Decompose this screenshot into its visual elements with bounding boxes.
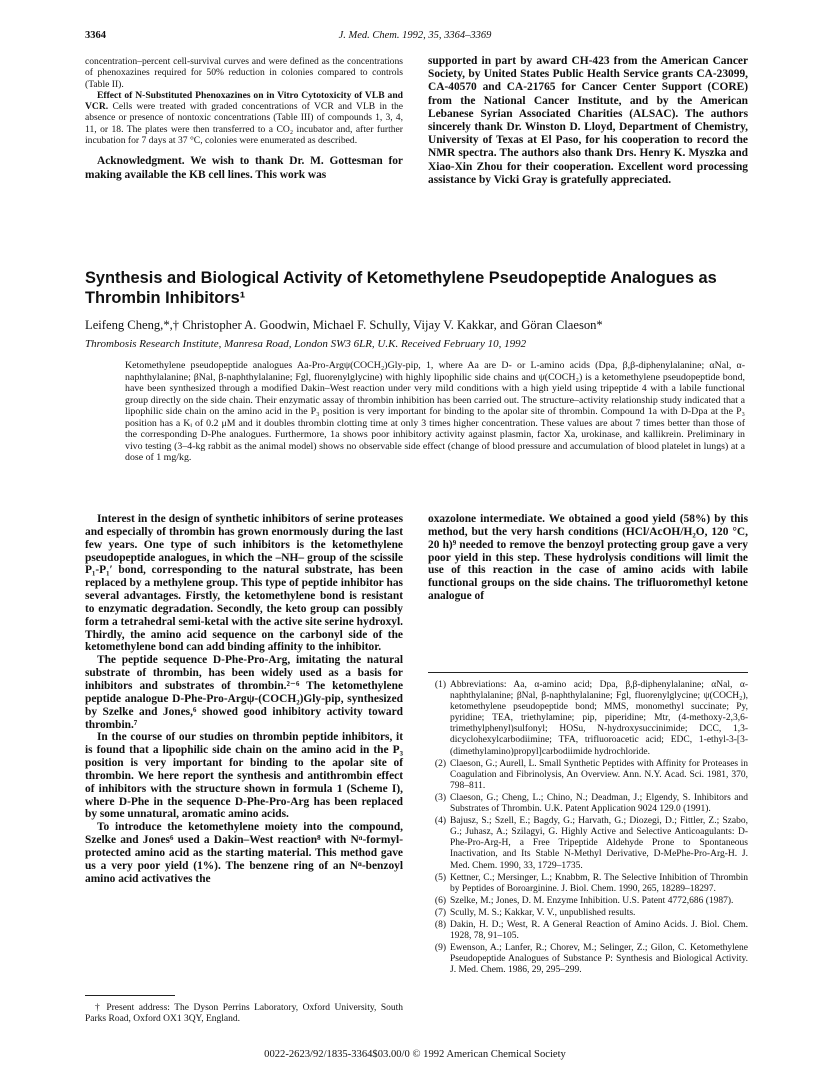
reference-item (428, 873, 748, 895)
reference-number: (4) (434, 816, 446, 827)
body-paragraph-continued: oxazolone intermediate. We obtained a good yield (58%) by this method, but the very harsh conditions (HCl/AcOH/H₂O, 120 °C, 20 h)⁹ needed to remove the benzoyl protecting group gave a very poor yield in this step. These hydrolysis conditions will limit the use of this reaction in the case of amino acids with labile functional groups on the side chains. The trifluoromethyl ketone analogue of (428, 513, 748, 603)
reference-item (428, 908, 748, 919)
acknowledgment-heading: Acknowledgment. (97, 155, 185, 168)
methods-text: Cells were treated with graded concentrations of VCR and VLB in the absence or presence of nontoxic concentrations (Table III) of compounds 1, 3, 4, 11, or 18. The plates were then transferred to a CO₂ incubator and, after further incubation for 7 days at 37 °C, colonies were enumerated as described. (85, 101, 403, 147)
methods-paragraph: concentration–percent cell-survival curves and were defined as the concentrations of phenoxazines required for 50% reduction in colonies compared to controls (Table II). (85, 56, 403, 90)
author-footnote: † Present address: The Dyson Perrins Laboratory, Oxford University, South Parks Road, Oxford OX1 3QY, England. (85, 1003, 403, 1025)
reference-number: (5) (434, 872, 446, 883)
affiliation: Thrombosis Research Institute, Manresa Road, London SW3 6LR, U.K. Received February 10, 1992 (85, 338, 527, 350)
reference-text: Scully, M. S.; Kakkar, V. V., unpublished results. (450, 907, 636, 918)
acknowledgment-continued: supported in part by award CH-423 from the American Cancer Society, by United States Public Health Service grants CA-23099, CA-40570 and CA-21765 for Cancer Center Support (CORE) from the National Cancer Institute, and by the American Lebanese Syrian Associated Charities (ALSAC). The authors sincerely thank Dr. Winston D. Lloyd, Department of Chemistry, University of Texas at El Paso, for his cooperation to record the NMR spectra. The authors also thank Drs. Henry K. Myszka and Xiao-Xin Zhou for their cooperation. Excellent word processing assistance by Vicki Gray is gratefully appreciated. (428, 55, 748, 186)
reference-text: Kettner, C.; Mersinger, L.; Knabbm, R. The Selective Inhibition of Thrombin by Peptides of Boroarginine. J. Biol. Chem. 1990, 265, 18289–18297. (450, 872, 748, 894)
acknowledgment-text: We wish to thank Dr. M. Gottesman for making available the KB cell lines. This work was (85, 155, 403, 181)
reference-number: (6) (434, 895, 446, 906)
reference-text: Claeson, G.; Cheng, L.; Chino, N.; Deadman, J.; Elgendy, S. Inhibitors and Substrates of Thrombin. U.K. Patent Application 9024 129.0 (1991). (450, 792, 748, 815)
reference-item (428, 793, 748, 815)
reference-number: (1) (434, 680, 446, 690)
acknowledgment (85, 155, 403, 181)
reference-item (428, 943, 748, 976)
reference-item (428, 920, 748, 942)
reference-list (428, 680, 748, 977)
reference-text: Abbreviations: Aa, α-amino acid; Dpa, β,β-diphenylalanine; αNal, α-naphthylalanine; βNal, β-naphthylalanine; Fgl, fluorenylglycine; ψ(COCH₂), ketomethylene pseudopeptide bond; MMS, monomethyl succinate; Py, pyridine; TEA, triethylamine; pip, piperidine; Mtr, (4-methoxy-2,3,6-trimethylphenyl)sulfonyl; HOSu, N-hydroxysuccinimide; DCC, 1,3-dicyclohexylcarbodiimine; TFA, trifluoroacetic acid; EDC, 1-ethyl-3-[3-(dimethylamino)propyl]carbodiimide hydrochloride. (450, 680, 748, 757)
previous-article-left-column (85, 56, 403, 182)
author-list: Leifeng Cheng,*,† Christopher A. Goodwin, Michael F. Schully, Vijay V. Kakkar, and Göran Claeson* (85, 318, 603, 332)
reference-item (428, 759, 748, 792)
reference-number: (2) (434, 758, 446, 769)
reference-text: Ewenson, A.; Lanfer, R.; Chorev, M.; Selinger, Z.; Gilon, C. Ketomethylene Pseudopeptide Analogues of Substance P: Synthesis and Biological Activity. J. Med. Chem. 1986, 29, 295–299. (450, 943, 748, 976)
body-right-column (428, 513, 748, 603)
abstract: Ketomethylene pseudopeptide analogues Aa-Pro-Argψ(COCH₂)Gly-pip, 1, where Aa are D- or L-amino acids (Dpa, β,β-diphenylalanine; αNal, α-naphthylalanine; βNal, β-naphthylalanine; Fgl, fluorenylglycine) with highly lipophilic side chains and ψ(COCH₂) is a ketomethylene pseudopeptide bond, have been synthesized through a modified Dakin–West reaction under very mild conditions with a high yield using tripeptide 4 with a labile functional group directly on the side chain. Their enzymatic assay of thrombin inhibition has been carried out. The structure–activity relationship study indicated that a lipophilic side chain on the amino acid in the P₃ position is very important for binding to the apolar site of thrombin. Compound 1a with D-Dpa at the P₃ position has a Kᵢ of 0.2 μM and it doubles thrombin clotting time at only 3 times higher concentration. These values are about 7 times better than those of the corresponding D-Phe analogues. Furthermore, 1a shows poor inhibitory activity against plasmin, factor Xa, urokinase, and kallikrein. Preliminary in vivo testing (3–4-kg rabbit as the animal model) shows no observable side effect (change of blood pressure and accumulation of blood platelet in lungs) at a dose of 1 mg/kg. (125, 360, 745, 463)
intro-paragraph-4: To introduce the ketomethylene moiety into the compound, Szelke and Jones⁶ used a Dakin–West reaction⁸ with Nᵅ-formyl-protected amino acid as the starting material. This method gave us a very poor yield (1%). The benzene ring of an Nᵅ-benzoyl amino acid activatives the (85, 821, 403, 885)
methods-paragraph-cytotoxicity (85, 90, 403, 146)
reference-text: Claeson, G.; Aurell, L. Small Synthetic Peptides with Affinity for Proteases in Coagulation and Fibrinolysis, An Overview. Ann. N.Y. Acad. Sci. 1981, 370, 798–811. (450, 758, 748, 791)
reference-text: Szelke, M.; Jones, D. M. Enzyme Inhibition. U.S. Patent 4772,686 (1987). (450, 895, 734, 906)
reference-number: (7) (434, 907, 446, 918)
reference-number: (9) (434, 943, 446, 954)
reference-number: (8) (434, 919, 446, 930)
reference-item (428, 896, 748, 907)
copyright-footer: 0022-2623/92/1835-3364$03.00/0 © 1992 American Chemical Society (264, 1049, 566, 1060)
intro-paragraph-1: Interest in the design of synthetic inhibitors of serine proteases and especially of thrombin has grown enormously during the last few years. One type of such inhibitors is the ketomethylene pseudopeptide analogues, in which the –NH– group of the scissile P₁-P₁′ bond, corresponding to the natural substrate, has been replaced by a methylene group. This type of peptide inhibitor has several advantages. Firstly, the ketomethylene bond is resistant to enzymatic degradation. Secondly, the keto group can possibly form a tetrahedral semi-ketal with the active site serine hydroxyl. Thirdly, the amino acid sequence on the carbonyl side of the ketomethylene bond can add binding affinity to the inhibitor. (85, 513, 403, 654)
body-left-column (85, 513, 403, 885)
references-rule (428, 672, 748, 673)
page-number: 3364 (85, 30, 106, 41)
footnote-rule (85, 995, 175, 996)
reference-text: Bajusz, S.; Szell, E.; Bagdy, G.; Harvath, G.; Diozegi, D.; Fittler, Z.; Szabo, G.; Juhasz, A.; Szilagyi, G. Highly Active and Selective Anticoagulants: D-Phe-Pro-Arg-H, a Free Tripeptide Aldehyde Prone to Spontaneous Inactivation, and Its Stable N-Methyl Derivative, D-MePhe-Pro-Arg-H. J. Med. Chem. 1990, 33, 1729–1735. (450, 816, 748, 871)
intro-paragraph-3: In the course of our studies on thrombin peptide inhibitors, it is found that a lipophilic side chain on the amino acid in the P₃ position is very important for binding to the apolar site of thrombin. We here report the synthesis and antithrombin effect of inhibitors with the structure shown in formula 1 (Scheme I), where D-Phe in the sequence D-Phe-Pro-Arg has been replaced by some unnatural, aromatic amino acids. (85, 731, 403, 821)
article-title: Synthesis and Biological Activity of Ketomethylene Pseudopeptide Analogues as Thrombin Inhibitors¹ (85, 269, 717, 307)
reference-text: Dakin, H. D.; West, R. A General Reaction of Amino Acids. J. Biol. Chem. 1928, 78, 91–105. (450, 919, 748, 942)
run-in-heading: Effect of N-Substituted Phenoxazines on in Vitro Cytotoxicity of VLB and VCR. (85, 89, 403, 113)
reference-item (428, 816, 748, 871)
previous-article-right-column (428, 55, 748, 187)
running-header (85, 30, 745, 44)
reference-item (428, 680, 748, 758)
intro-paragraph-2: The peptide sequence D-Phe-Pro-Arg, imitating the natural substrate of thrombin, has been widely used as a basis for inhibitors and substrates of thrombin.²⁻⁶ The ketomethylene peptide analogue D-Phe-Pro-Argψ-(COCH₂)Gly-pip, synthesized by Szelke and Jones,⁶ showed good inhibitory activity toward thrombin.⁷ (85, 654, 403, 731)
reference-number: (3) (434, 792, 446, 803)
journal-citation: J. Med. Chem. 1992, 35, 3364–3369 (338, 30, 492, 41)
